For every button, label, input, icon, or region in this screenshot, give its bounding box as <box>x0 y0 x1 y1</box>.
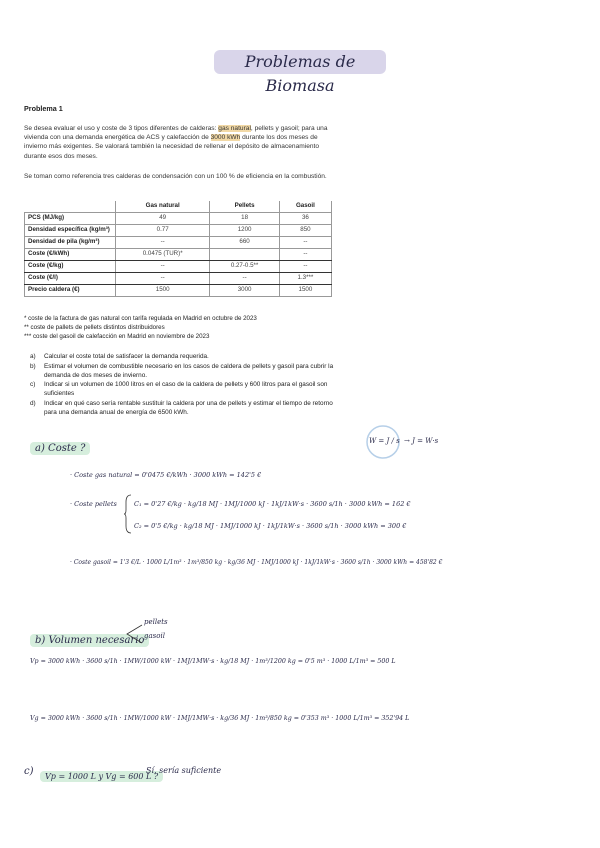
highlight-gas-natural: gas natural <box>218 125 251 132</box>
table-row: Coste (€/kWh) 0.0475 (TUR)* -- <box>25 249 332 261</box>
pellets-cost-c1: C₁ = 0'27 €/kg · kg/18 MJ · 1MJ/1000 kJ · 1kJ/1kW·s · 3600 s/1h · 3000 kWh = 162 € <box>134 500 411 508</box>
volume-gasoil-equation: Vg = 3000 kWh · 3600 s/1h · 1MW/1000 kW · 1MJ/1MW·s · kg/36 MJ · 1m³/850 kg = 0'353 m³ · 1000 L/1m³ = 352'94 L <box>30 715 410 722</box>
b-option-pellets: pellets <box>144 618 168 626</box>
table-notes <box>24 314 334 341</box>
col-gas-natural: Gas natural <box>116 201 210 213</box>
note-1: * coste de la factura de gas natural con tarifa regulada en Madrid en octubre de 2023 <box>24 315 257 322</box>
table-row: Densidad específica (kg/m³) 0.77 1200 850 <box>25 225 332 237</box>
table-row: Precio caldera (€) 1500 3000 1500 <box>25 285 332 297</box>
table-row: Densidad de pila (kg/m³) -- 660 -- <box>25 237 332 249</box>
list-item: d) Indicar en qué caso sería rentable sustituir la caldera por una de pellets y estimar el tiempo de retorno para una demanda anual de energía de 6500 kWh. <box>30 399 333 416</box>
question-list <box>30 352 334 417</box>
part-c-question: Vp = 1000 L y Vg = 600 L ? <box>40 764 163 783</box>
problem-heading: Problema 1 <box>24 104 63 113</box>
problem-paragraph-1: Se desea evaluar el uso y coste de 3 tipos diferentes de calderas: gas natural, pellets y gasoil; para una vivienda con una demanda energética de ACS y calefacción de 3000 kWh durante los dos meses de invierno más exigentes. Se valorará también la necesidad de rellenar el depósito de almacenamiento durante esos dos meses. <box>24 125 328 160</box>
b-option-gasoil: gasoil <box>144 632 165 640</box>
volume-pellets-equation: Vp = 3000 kWh · 3600 s/1h · 1MW/1000 kW · 1MJ/1MW·s · kg/18 MJ · 1m³/1200 kg = 0'5 m³ · 1000 L/1m³ = 500 L <box>30 658 396 665</box>
table-row: Coste (€/l) -- -- 1.3*** <box>25 273 332 285</box>
part-c-label: c) <box>24 766 34 777</box>
gas-natural-cost: · Coste gas natural = 0'0475 €/kWh · 3000 kWh = 142'5 € <box>70 471 262 479</box>
list-item: c) Indicar si un volumen de 1000 litros en el caso de la caldera de pellets y 600 litros para el gasoil son suficientes <box>30 381 328 397</box>
part-c-answer: Sí, sería suficiente <box>146 766 222 775</box>
col-pellets: Pellets <box>210 201 279 213</box>
part-b-label: b) Volumen necesario <box>30 628 149 647</box>
brace-icon <box>124 494 132 534</box>
note-2: ** coste de pallets de pellets distintos distribuidores <box>24 324 165 331</box>
pellets-cost-c2: C₂ = 0'5 €/kg · kg/18 MJ · 1MJ/1000 kJ · 1kJ/1kW·s · 3600 s/1h · 3000 kWh = 300 € <box>134 522 407 530</box>
highlight-demand: 3000 kWh <box>210 134 241 142</box>
power-formula-conversion: → J = W·s <box>404 437 439 445</box>
part-a-label: a) Coste ? <box>30 436 90 455</box>
fuel-properties-table <box>24 201 332 297</box>
col-gasoil: Gasoil <box>279 201 331 213</box>
note-3: *** coste del gasoil de calefacción en Madrid en noviembre de 2023 <box>24 333 210 340</box>
list-item: b) Estimar el volumen de combustible necesario en los casos de caldera de pellets y gasoil para cubrir la demanda de dos meses de invierno. <box>30 362 334 379</box>
power-formula: W = J / s <box>369 437 400 445</box>
bracket-icon <box>124 622 144 646</box>
table-row: Coste (€/kg) -- 0.27-0.5** -- <box>25 261 332 273</box>
page-title: Problemas de Biomasa <box>244 52 356 95</box>
problem-paragraph-2: Se toman como referencia tres calderas de condensación con un 100 % de eficiencia en la combustión. <box>24 173 327 180</box>
table-row: PCS (MJ/kg) 49 18 36 <box>25 213 332 225</box>
list-item: a) Calcular el coste total de satisfacer la demanda requerida. <box>30 353 209 360</box>
table-header-row <box>25 201 332 213</box>
gasoil-cost: · Coste gasoil = 1'3 €/L · 1000 L/1m³ · 1m³/850 kg · kg/36 MJ · 1MJ/1000 kJ · 1kJ/1kW·s · 3600 s/1h · 3000 kWh = 458'82 € <box>70 559 443 566</box>
pellets-cost-label: · Coste pellets <box>70 500 117 508</box>
